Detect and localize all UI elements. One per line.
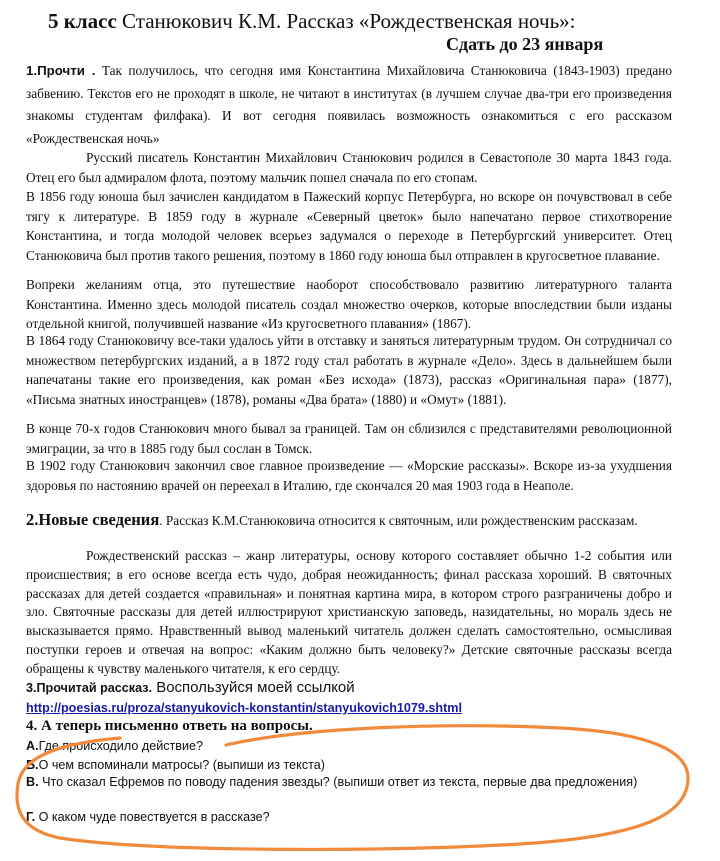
section3 [26, 679, 672, 699]
bio-paragraph-5: В конце 70-х годов Станюкович много бывал за границей. Там он сблизился с представителями революционной эмиграции, за что в 1885 году был сослан в Томск. [26, 421, 672, 456]
bio-paragraph-3: Вопреки желаниям отца, это путешествие наоборот способствовало развитию литературного таланта Константина. Именно здесь молодой писатель создал множество очерков, которые впоследствии были изданы отдельной книгой, получившей название «Из кругосветного плавания» (1867). [26, 277, 672, 331]
question-b [26, 756, 672, 775]
section1-intro [26, 60, 672, 150]
bio-paragraph-1: Русский писатель Константин Михайлович Станюкович родился в Севастополе 30 марта 1843 года. Отец его был адмиралом флота, поэтому мальчик пошел сначала по его стопам. [26, 150, 672, 185]
question-a-text: Где происходило действие? [38, 739, 204, 753]
section4-heading: 4. А теперь письменно ответь на вопросы. [26, 718, 313, 734]
section2-label: 2.Новые сведения [26, 510, 160, 529]
question-b-text: О чем вспоминали матросы? (выпиши из текста) [38, 758, 325, 772]
section1-label: 1.Прочти . [26, 63, 96, 78]
story-title: Станюкович К.М. Рассказ «Рождественская ночь»: [122, 9, 576, 33]
section3-label: 3.Прочитай рассказ. [26, 681, 153, 695]
question-b-letter: Б. [26, 758, 39, 772]
worksheet-title [48, 9, 576, 34]
bio-paragraph-2: В 1856 году юноша был зачислен кандидатом в Пажеский корпус Петербурга, но вскоре он почувствовал в себе тягу к литературе. В 1859 году в журнале «Северный цветок» было напечатано первое стихотворение Константина, и тогда молодой человек всерьез задумался о переходе в Петербургский университет. Отец Станюковича был против такого решения, поэтому в 1860 году юноша был отправлен в кругосветное плавание. [26, 189, 672, 263]
question-v-letter: В. [26, 775, 39, 789]
question-a-letter: А. [26, 739, 39, 753]
grade-label: 5 класс [48, 9, 117, 33]
bio-paragraph-6: В 1902 году Станюкович закончил свое главное произведение — «Морские рассказы». Вскоре из-за ухудшения здоровья по настоянию врачей он переехал в Италию, где скончался 20 мая 1903 года в Неаполе. [26, 458, 672, 493]
section3-tail: Воспользуйся моей ссылкой [152, 679, 355, 696]
section2-lead [26, 510, 672, 530]
bio-paragraph-4: В 1864 году Станюковичу все-таки удалось уйти в отставку и заняться литературным трудом. Он сотрудничал со множеством петербургских изданий, а в 1872 году стал работать в журнале «Дело». Здесь в дальнейшем были напечатаны такие его произведения, как роман «Без исхода» (1873), рассказ «Оригинальная пара» (1877), «Письма знатных иностранцев» (1878), романы «Два брата» (1880) и «Омут» (1881). [26, 333, 672, 407]
question-g [26, 808, 672, 827]
intro-text: Так получилось, что сегодня имя Константина Михайловича Станюковича (1843-1903) предано забвению. Текстов его не проходят в школе, не читают в институтах (в лучшем случае два-три его произведения знакомы студентам филфака). И вот сегодня появилась возможность ознакомиться с его рассказом «Рождественская ночь» [26, 63, 673, 146]
question-a [26, 737, 672, 756]
link-line [26, 699, 672, 718]
question-g-text: О каком чуде повествуется в рассказе? [35, 810, 270, 824]
section2-lead-text: . Рассказ К.М.Станюковича относится к святочным, или рождественским рассказам. [159, 513, 638, 528]
question-v-text: Что сказал Ефремов по поводу падения звезды? (выпиши ответ из текста, первые два предложения) [38, 775, 638, 789]
deadline: Сдать до 23 января [446, 34, 604, 54]
section2-body: Рождественский рассказ – жанр литературы, основу которого составляет обычно 1-2 события или происшествия; в его основе всегда есть чудо, добрая неожиданность; финал рассказа хороший. В святочных рассказах для детей создается «правильная» и понятная картина мира, в котором строго разграничены добро и зло. Святочные рассказы для детей иллюстрируют христианскую заповедь, назидательны, но мораль здесь не высказывается прямо. Нравственный вывод маленький читатель должен сделать самостоятельно, осмысливая поступки героев и отвечая на вопрос: «Каким должно быть человеку?» Детские святочные рассказы всегда обращены к чувству маленького читателя, к его сердцу. [26, 548, 672, 676]
story-link[interactable]: http://poesias.ru/proza/stanyukovich-konstantin/stanyukovich1079.shtml [26, 701, 462, 715]
question-g-letter: Г. [26, 810, 36, 824]
question-v [26, 773, 672, 792]
